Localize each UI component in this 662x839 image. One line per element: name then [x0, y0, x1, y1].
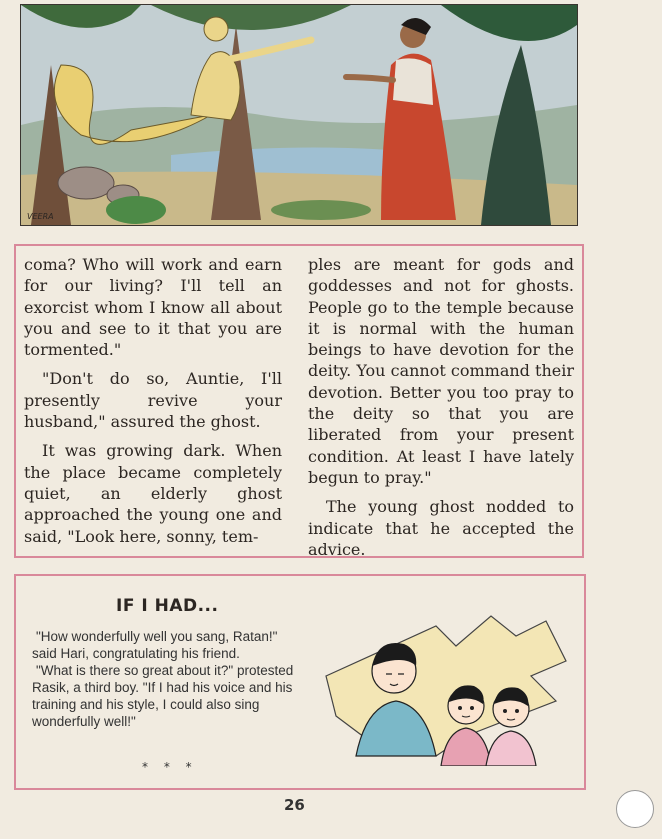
story-paragraph: The young ghost nodded to indicate that he accepted the advice. [308, 497, 574, 559]
ghost-and-woman-illustration [21, 5, 577, 225]
story-paragraph: "Don't do so, Auntie, I'll presently revive your husband," assured the ghost. [24, 369, 282, 432]
story-paragraph: ples are meant for gods and goddesses and not for ghosts. People go to the temple because it is normal with the human beings to have devotion for the deity. You cannot command their devotion. Better you too pray to the deity so that you are liberated from your present condition. At least I have lately begun to pray." [308, 255, 574, 487]
section-separator: * * * [142, 760, 198, 774]
story-text-box [14, 244, 584, 558]
filler-paragraph: "How wonderfully well you sang, Ratan!" said Hari, congratulating his friend. [32, 629, 278, 661]
filler-story-box [14, 574, 586, 790]
filler-title: IF I HAD... [116, 596, 219, 616]
library-stamp-icon [616, 790, 654, 828]
story-paragraph: coma? Who will work and earn for our living? I'll tell an exorcist whom I know all about you and see to it that you are tormented." [24, 255, 282, 360]
story-illustration [20, 4, 578, 226]
story-column-left [24, 254, 282, 555]
page-number: 26 [284, 796, 305, 814]
story-column-right [308, 254, 574, 568]
three-boys-cartoon [316, 606, 576, 766]
artist-signature: VEERA [27, 212, 54, 221]
story-paragraph: It was growing dark. When the place became completely quiet, an elderly ghost approached the young one and said, "Look here, sonny, tem- [24, 441, 282, 546]
filler-text [32, 628, 300, 730]
filler-paragraph: "What is there so great about it?" protested Rasik, a third boy. "If I had his voice and his training and his style, I could also sing wonderfully well!" [32, 663, 294, 729]
